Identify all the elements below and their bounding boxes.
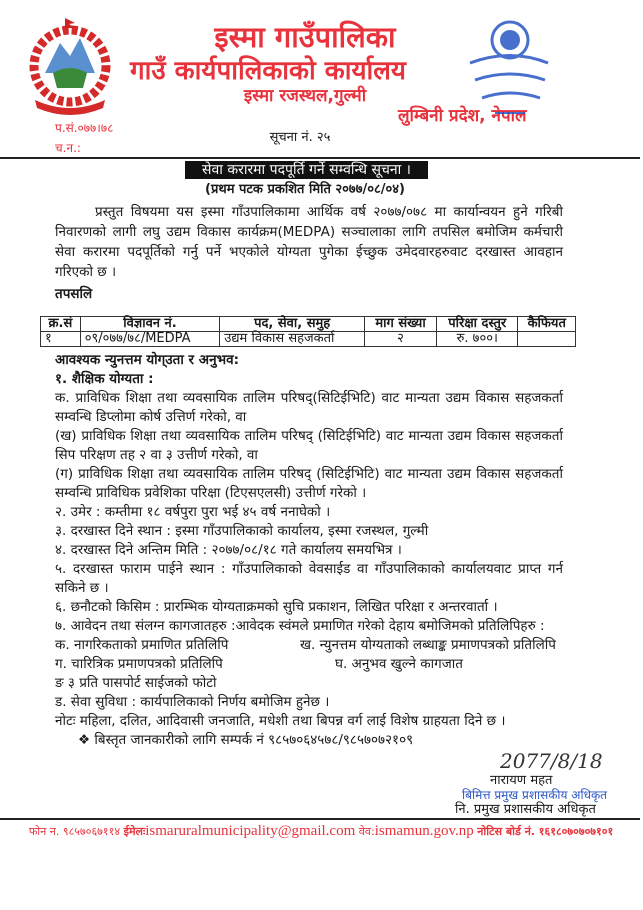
vacancy-table: [40, 316, 576, 347]
footer-notice-board: नोटिस बोर्ड नं. १६१८०७०७०७१०१: [477, 825, 614, 838]
service-facility: ड. सेवा सुविधा : कार्यपालिकाको निर्णय बमोजिम हुनेछ ।: [55, 694, 330, 710]
schedule-label: तपसलि: [55, 286, 93, 302]
office-address: इस्मा रजस्थल,गुल्मी: [243, 86, 367, 106]
edu-item-ka: क. प्राविधिक शिक्षा तथा व्यवसायिक तालिम परिषद्(सिटिईभिटि) वाट मान्यता उद्यम विकास सहजकर्ता सम्वन्धि डिप्लोमा कोर्ष उत्तिर्ण गरेको, वा: [55, 390, 563, 425]
doc-photo: ङ ३ प्रति पासपोर्ट साईजको फोटो: [55, 675, 217, 691]
doc-marksheet: ख. न्युनत्तम योग्यताको लब्धाङ्क प्रमाणपत्रको प्रतिलिपि: [300, 637, 556, 653]
selection-method: ६. छनौटको किसिम : प्रारम्भिक योग्यताक्रमको सुचि प्रकाशन, लिखित परिक्षा र अन्तरवार्ता ।: [55, 599, 498, 615]
application-place: ३. दरखास्त दिने स्थान : इस्मा गाँउपालिकाको कार्यालय, इस्मा रजस्थल, गुल्मी: [55, 523, 429, 539]
signatory-title: नि. प्रमुख प्रशासकीय अधिकृत: [455, 802, 596, 817]
doc-character: ग. चारित्रिक प्रमाणपत्रको प्रतिलिपि: [55, 656, 223, 672]
col-fee: परिक्षा दस्तुर: [437, 317, 518, 332]
nepal-emblem-logo: [25, 18, 115, 118]
cell-fee: रु. ७००।: [437, 332, 518, 347]
cell-sn: १: [41, 332, 81, 347]
notice-number: सूचना नं. २५: [269, 130, 331, 145]
signatory-name: नारायण महत: [490, 773, 553, 788]
footer-divider: [0, 818, 640, 820]
doc-experience: घ. अनुभव खुल्ने कागजात: [335, 656, 463, 672]
col-ad-no: विज्ञावन नं.: [80, 317, 219, 332]
col-demand: माग संख्या: [365, 317, 437, 332]
table-row: [41, 332, 576, 347]
requirements-heading: आवश्यक न्युनत्तम योग्उता र अनुभव:: [55, 352, 239, 368]
dispatch-number: च.न.:: [55, 141, 81, 155]
office-title: गाउँ कार्यपालिकाको कार्यालय: [130, 56, 406, 86]
edu-item-ga: (ग) प्राविधिक शिक्षा तथा व्यवसायिक तालिम परिषद् (सिटिईभिटि) वाट मान्यता उद्यम विकास सहजकर्ता सम्वन्धि प्राविधिक प्रवेशिका परिक्षा (टिएसएलसी) उत्तीर्ण गरेको ।: [55, 466, 563, 501]
footer-web-label: वेव:: [358, 825, 375, 838]
published-date: (प्रथम पटक प्रकशित मिति २०७७/०८/०४): [205, 182, 405, 197]
footer-web[interactable]: ismamun.gov.np: [374, 823, 474, 839]
footer-phone: फोन न. ९८५७०६७११४: [28, 825, 121, 838]
doc-citizenship: क. नागरिकताको प्रमाणित प्रतिलिपि: [55, 637, 229, 653]
signatory-stamp: बिमित्त प्रमुख प्रशासकीय अधिकृत: [462, 788, 608, 802]
province-label: लुम्बिनी प्रदेश, नेपाल: [398, 106, 527, 126]
cell-post: उद्यम विकास सहजकर्ता: [220, 332, 365, 347]
application-deadline: ४. दरखास्त दिने अन्तिम मिति : २०७७/०८/१८ गते कार्यालय समयभित्र ।: [55, 542, 402, 558]
cell-remarks: [518, 332, 576, 347]
age-requirement: २. उमेर : कम्तीमा १८ वर्षपुरा पुरा भई ४५ वर्ष ननाघेको ।: [55, 504, 331, 520]
intro-paragraph: प्रस्तुत विषयमा यस इस्मा गाँउपालिकामा आर्थिक वर्ष २०७७/०७८ मा कार्यान्वयन हुने गरिबी निवारणको लागी लघु उद्यम विकास कार्यक्रम(MEDPA) सञ्चालाका लागि तपसिल बमोजिम कर्मचारी सेवा करारमा पदपूर्तिको गर्नु पर्ने भएकोले योग्यता पुगेका ईच्छुक उमेदवारहरुवाट दरखास्त आवहान गरिएको छ ।: [55, 204, 563, 280]
office-stamp: [460, 18, 555, 128]
table-header-row: [41, 317, 576, 332]
cell-demand: २: [365, 332, 437, 347]
footer-email[interactable]: ismaruralmunicipality@gmail.com: [145, 823, 356, 839]
footer-email-label: ईमेलः: [123, 825, 146, 838]
note: नोटः महिला, दलित, आदिवासी जनजाति, मधेशी तथा बिपन्न वर्ग लाई विशेष ग्राहयता दिने छ ।: [55, 713, 506, 729]
col-sn: क्र.सं: [41, 317, 81, 332]
edu-item-kha: (ख) प्राविधिक शिक्षा तथा व्यवसायिक तालिम परिषद् (सिटिईभिटि) वाट मान्यता उद्यम विकास सहजकर्ता सिप परिक्षण तह २ वा ३ उत्तीर्ण गरेको, वा: [55, 428, 563, 463]
cell-ad-no: ०९/०७७/७८/MEDPA: [80, 332, 219, 347]
footer-contact: [29, 822, 613, 841]
header-divider: [0, 157, 640, 159]
handwritten-signature: 2077/8/18: [500, 749, 603, 773]
col-post: पद, सेवा, समुह: [220, 317, 365, 332]
form-availability: ५. दरखास्त फाराम पाईने स्थान : गाँउपालिकाको वेवसाईड वा गाँउपालिकाको कार्यालयवाट प्राप्त गर्न सकिने छ ।: [55, 561, 563, 596]
municipality-title: इस्मा गाउँपालिका: [214, 20, 396, 54]
documents-heading: ७. आवेदन तथा संलग्न कागजातहरु :आवेदक स्वंमले प्रमाणित गरेको देहाय बमोजिमको प्रतिलिपिहरु :: [55, 618, 545, 634]
contact-info: ❖ बिस्तृत जानकारीको लागि सम्पर्क नं ९८५७०६४५७८/९८५७०७२१०९: [78, 732, 414, 748]
edu-heading: १. शैक्षिक योग्यता :: [55, 371, 154, 387]
letter-number: प.सं.०७७।७८: [55, 121, 114, 135]
col-remarks: कैफियत: [518, 317, 576, 332]
notice-title: सेवा करारमा पदपूर्ति गर्ने सम्वन्धि सूचना ।: [185, 161, 428, 179]
